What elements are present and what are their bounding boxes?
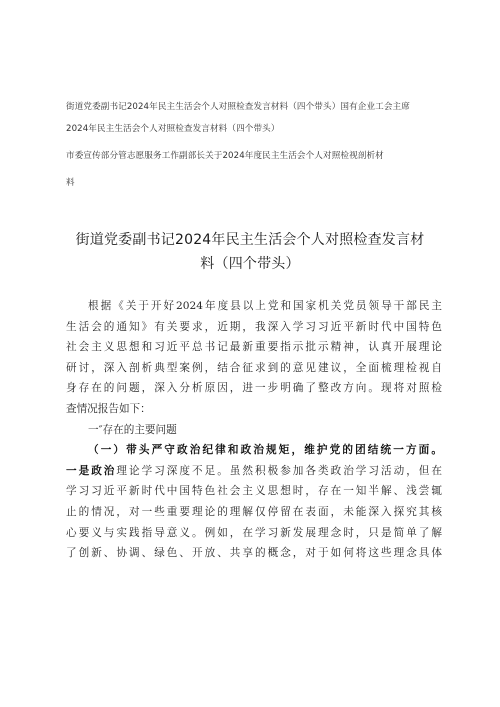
related-title-line: 市委宣传部分管志愿服务工作副部长关于2024年度民主生活会个人对照检视剖析材: [66, 151, 384, 161]
paragraph-line: [66, 461, 442, 482]
subsection-heading: （一）带头严守政治纪律和政治规矩，维护党的团结统一方面。: [88, 444, 442, 457]
related-title-line: 2024年民主生活会个人对照检查发言材料（四个带头）: [66, 124, 280, 134]
paragraph-line: 根据《关于开好2024年度县以上党和国家机关党员领导干部民主: [88, 300, 442, 312]
paragraph-line: 社会主义思想和习近平总书记最新重要指示批示精神，认真开展理论: [66, 341, 442, 354]
paragraph-line: 了创新、协调、绿色、开放、共享的概念，对于如何将这些理念具体: [66, 547, 442, 560]
paragraph-line: 学习习近平新时代中国特色社会主义思想时，存在一知半解、浅尝辄: [66, 485, 442, 498]
document-title-line: 街道党委副书记2024年民主生活会个人对照检查发言材: [75, 232, 425, 248]
document-title-line: 料（四个带头）: [200, 256, 300, 272]
paragraph-line: 研讨，深入剖析典型案例，结合征求到的意见建议，全面梳理检视自: [66, 361, 442, 374]
related-title-line: 街道党委副书记2024年民主生活会个人对照检查发言材料（四个带头）国有企业工会主席: [66, 102, 410, 112]
section-heading: 一″存在的主要问题: [88, 423, 177, 436]
paragraph-line: 查情况报告如下：: [66, 402, 151, 415]
paragraph-line: 心要义与实践指导意义。例如，在学习新发展理念时，只是简单了解: [66, 526, 442, 539]
paragraph-line: 止的情况，对一些重要理论的理解仅停留在表面，未能深入探究其核: [66, 505, 442, 518]
document-body: [66, 296, 442, 564]
point-lead: 一是政治: [66, 464, 117, 477]
paragraph-line: 生活会的通知》有关要求，近期，我深入学习习近平新时代中国特色: [66, 320, 442, 333]
related-titles-header: [66, 100, 446, 190]
related-title-line: 料: [66, 178, 75, 188]
document-title: [60, 228, 440, 276]
paragraph-line: 身存在的问题，深入分析原因，进一步明确了整改方向。现将对照检: [66, 382, 442, 395]
point-text: 理论学习深度不足。虽然积极参加各类政治学习活动，但在: [116, 464, 443, 477]
